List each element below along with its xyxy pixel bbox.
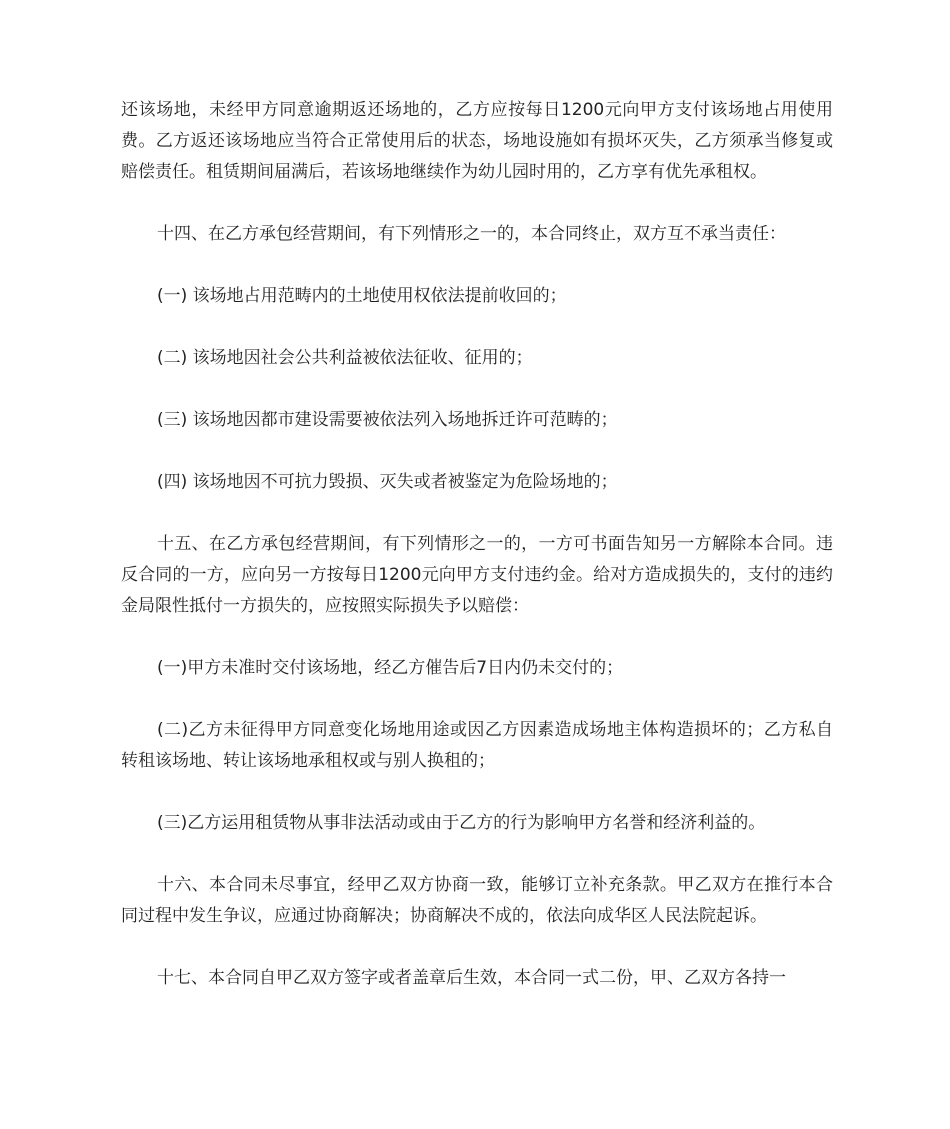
paragraph-clause-14-item-3: (三) 该场地因都市建设需要被依法列入场地拆迁许可范畴的；	[157, 410, 618, 430]
paragraph-clause-14-item-1: (一) 该场地占用范畴内的土地使用权依法提前收回的；	[157, 286, 567, 306]
paragraph-clause-15: 十五、在乙方承包经营期间，有下列情形之一的，一方可书面告知另一方解除本合同。违反合同的一方，应向另一方按每日1200元向甲方支付违约金。给对方造成损失的，支付的违约金局限性抵付一方损失的，应按照实际损失予以赔偿：	[121, 534, 833, 616]
paragraph-clause-14-item-2: (二) 该场地因社会公共利益被依法征收、征用的；	[157, 348, 533, 368]
paragraph-clause-14-item-4: (四) 该场地因不可抗力毁损、灭失或者被鉴定为危险场地的；	[157, 472, 618, 492]
paragraph-clause-15-item-3: (三)乙方运用租赁物从事非法活动或由于乙方的行为影响甲方名誉和经济利益的。	[157, 813, 766, 833]
paragraph-clause-15-item-2: (二)乙方未征得甲方同意变化场地用途或因乙方因素造成场地主体构造损坏的；乙方私自转租该场地、转让该场地承租权或与别人换租的；	[121, 720, 833, 771]
paragraph-clause-16: 十六、本合同未尽事宜，经甲乙双方协商一致，能够订立补充条款。甲乙双方在推行本合同过程中发生争议，应通过协商解决；协商解决不成的，依法向成华区人民法院起诉。	[121, 875, 833, 926]
paragraph-clause-14: 十四、在乙方承包经营期间，有下列情形之一的，本合同终止，双方互不承当责任：	[157, 224, 786, 244]
paragraph-continued-clause-13: 还该场地，未经甲方同意逾期返还场地的，乙方应按每日1200元向甲方支付该场地占用使用费。乙方返还该场地应当符合正常使用后的状态，场地设施如有损坏灭失，乙方须承当修复或赔偿责任。租赁期间届满后，若该场地继续作为幼儿园时用的，乙方享有优先承租权。	[121, 100, 833, 182]
paragraph-clause-15-item-1: (一)甲方未准时交付该场地，经乙方催告后7日内仍未交付的；	[157, 658, 624, 678]
paragraph-clause-17: 十七、本合同自甲乙双方签字或者盖章后生效，本合同一式二份，甲、乙双方各持一	[157, 968, 786, 988]
document-body	[121, 95, 833, 1025]
